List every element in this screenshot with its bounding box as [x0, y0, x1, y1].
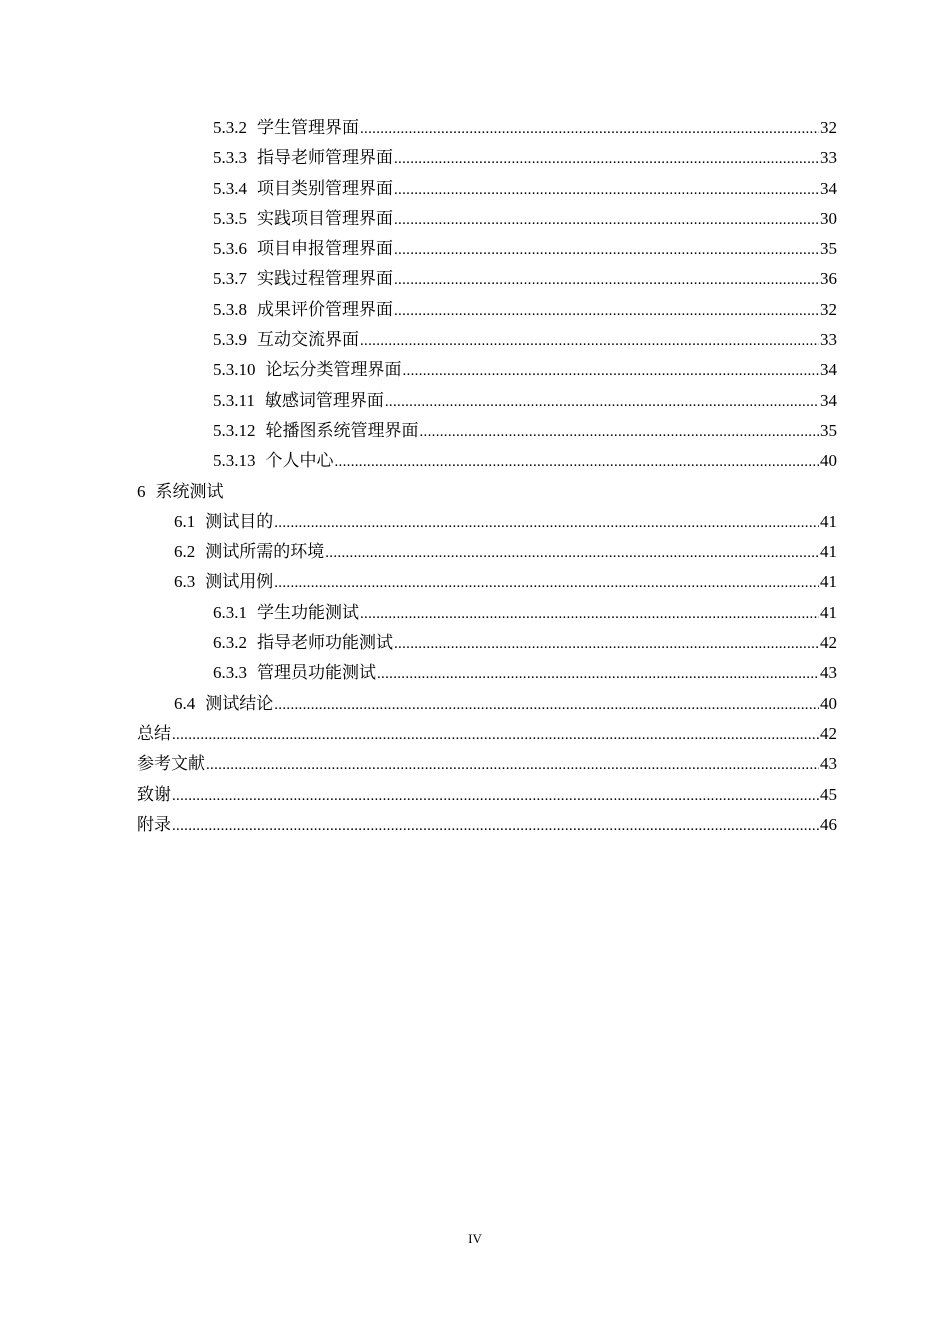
toc-entry-number: 6.3	[174, 572, 196, 592]
toc-dot-leader	[394, 264, 819, 295]
toc-dot-leader	[172, 780, 819, 811]
toc-entry-number: 6.3.2	[213, 633, 247, 653]
toc-entry[interactable]	[137, 446, 837, 476]
toc-entry-title: 个人中心	[265, 451, 334, 471]
toc-dot-leader	[274, 689, 819, 720]
toc-entry[interactable]	[137, 628, 837, 658]
toc-entry-page: 33	[820, 330, 837, 350]
table-of-contents	[137, 113, 837, 840]
toc-entry[interactable]	[137, 416, 837, 446]
toc-dot-leader	[394, 204, 819, 235]
toc-entry-page: 34	[820, 178, 837, 198]
toc-entry-page: 45	[820, 784, 837, 804]
toc-entry-number: 6.3.1	[213, 602, 247, 622]
toc-entry[interactable]	[137, 113, 837, 143]
toc-entry-page: 40	[820, 451, 837, 471]
toc-dot-leader	[394, 234, 819, 265]
toc-entry[interactable]	[137, 234, 837, 264]
toc-dot-leader	[420, 416, 820, 447]
toc-entry-number: 6.2	[174, 542, 196, 562]
toc-entry-title: 实践项目管理界面	[257, 208, 393, 228]
toc-dot-leader	[377, 658, 819, 689]
toc-entry-title: 敏感词管理界面	[264, 390, 384, 410]
toc-entry-page: 41	[820, 572, 837, 592]
toc-dot-leader	[394, 143, 819, 174]
toc-entry[interactable]	[137, 325, 837, 355]
toc-entry-title: 测试所需的环境	[205, 542, 325, 562]
toc-entry-title: 附录	[137, 814, 171, 834]
toc-entry-title: 项目申报管理界面	[257, 239, 393, 259]
toc-entry-number: 5.3.4	[213, 178, 247, 198]
toc-entry[interactable]	[137, 386, 837, 416]
toc-entry-number: 6	[137, 481, 146, 501]
toc-entry-number: 5.3.13	[213, 451, 256, 471]
toc-entry-number: 5.3.9	[213, 330, 247, 350]
toc-entry[interactable]	[137, 204, 837, 234]
toc-entry[interactable]	[137, 810, 837, 840]
toc-entry[interactable]	[137, 567, 837, 597]
toc-entry-title: 致谢	[137, 784, 171, 804]
toc-entry-number: 5.3.8	[213, 299, 247, 319]
toc-dot-leader	[274, 507, 819, 538]
toc-entry-number: 6.3.3	[213, 663, 247, 683]
toc-entry-page: 42	[820, 633, 837, 653]
toc-entry-title: 互动交流界面	[257, 330, 359, 350]
toc-entry-page: 34	[820, 360, 837, 380]
toc-dot-leader	[403, 355, 820, 386]
toc-entry[interactable]	[137, 264, 837, 294]
toc-dot-leader	[394, 174, 819, 205]
toc-entry-title: 项目类别管理界面	[257, 178, 393, 198]
toc-entry-page: 32	[820, 118, 837, 137]
toc-entry[interactable]	[137, 749, 837, 779]
toc-entry-page: 43	[820, 754, 837, 774]
toc-entry-title: 论坛分类管理界面	[265, 360, 402, 380]
toc-entry-number: 5.3.5	[213, 208, 247, 228]
toc-entry-page: 36	[820, 269, 837, 289]
toc-entry-page: 42	[820, 723, 837, 743]
toc-entry-page: 35	[820, 239, 837, 259]
toc-entry-page: 30	[820, 208, 837, 228]
toc-entry-page: 41	[820, 511, 837, 531]
toc-entry-number: 5.3.3	[213, 148, 247, 168]
toc-entry-number: 6.1	[174, 511, 196, 531]
toc-dot-leader	[325, 537, 819, 568]
toc-entry-number: 5.3.6	[213, 239, 247, 259]
toc-dot-leader	[335, 446, 820, 477]
toc-entry[interactable]	[137, 598, 837, 628]
toc-dot-leader	[360, 113, 819, 144]
toc-entry-title: 指导老师管理界面	[257, 148, 393, 168]
toc-entry-title: 成果评价管理界面	[257, 299, 393, 319]
toc-entry[interactable]	[137, 174, 837, 204]
toc-entry[interactable]	[137, 689, 837, 719]
toc-entry[interactable]	[137, 295, 837, 325]
toc-entry-title: 实践过程管理界面	[257, 269, 393, 289]
toc-dot-leader	[394, 628, 819, 659]
toc-dot-leader	[360, 325, 819, 356]
toc-entry-page: 46	[820, 814, 837, 834]
toc-dot-leader	[274, 567, 819, 598]
toc-entry[interactable]	[137, 355, 837, 385]
toc-entry[interactable]	[137, 658, 837, 688]
toc-entry[interactable]	[137, 537, 837, 567]
toc-entry-number: 5.3.7	[213, 269, 247, 289]
toc-dot-leader	[394, 295, 819, 326]
toc-entry-number: 6.4	[174, 693, 196, 713]
toc-entry-title: 学生功能测试	[257, 602, 359, 622]
toc-entry-title: 系统测试	[155, 481, 224, 501]
toc-entry-title: 轮播图系统管理界面	[265, 420, 419, 440]
toc-entry-page: 43	[820, 663, 837, 683]
toc-entry-number: 5.3.2	[213, 118, 247, 137]
toc-dot-leader	[172, 719, 819, 750]
toc-entry-title: 管理员功能测试	[257, 663, 376, 683]
toc-entry-page: 35	[820, 420, 837, 440]
toc-entry-title: 测试结论	[205, 693, 274, 713]
toc-entry-page: 34	[820, 390, 837, 410]
toc-entry-title: 指导老师功能测试	[257, 633, 393, 653]
toc-entry[interactable]	[137, 719, 837, 749]
toc-entry[interactable]	[137, 780, 837, 810]
toc-entry-page: 33	[820, 148, 837, 168]
toc-dot-leader	[172, 810, 819, 841]
toc-entry-page: 32	[820, 299, 837, 319]
toc-chapter-heading[interactable]	[137, 477, 837, 507]
toc-entry-page: 41	[820, 602, 837, 622]
toc-entry-page: 41	[820, 542, 837, 562]
toc-entry-title: 总结	[137, 723, 171, 743]
toc-entry[interactable]	[137, 143, 837, 173]
toc-dot-leader	[206, 749, 819, 780]
toc-entry-title: 参考文献	[137, 754, 205, 774]
toc-entry-title: 测试目的	[205, 511, 274, 531]
toc-entry[interactable]	[137, 507, 837, 537]
toc-entry-title: 测试用例	[205, 572, 274, 592]
toc-dot-leader	[385, 386, 819, 417]
toc-entry-page: 40	[820, 693, 837, 713]
toc-entry-title: 学生管理界面	[257, 118, 359, 137]
toc-entry-number: 5.3.12	[213, 420, 256, 440]
toc-entry-number: 5.3.11	[213, 390, 255, 410]
toc-entry-number: 5.3.10	[213, 360, 256, 380]
page-number: IV	[468, 1231, 482, 1246]
toc-dot-leader	[360, 598, 819, 629]
